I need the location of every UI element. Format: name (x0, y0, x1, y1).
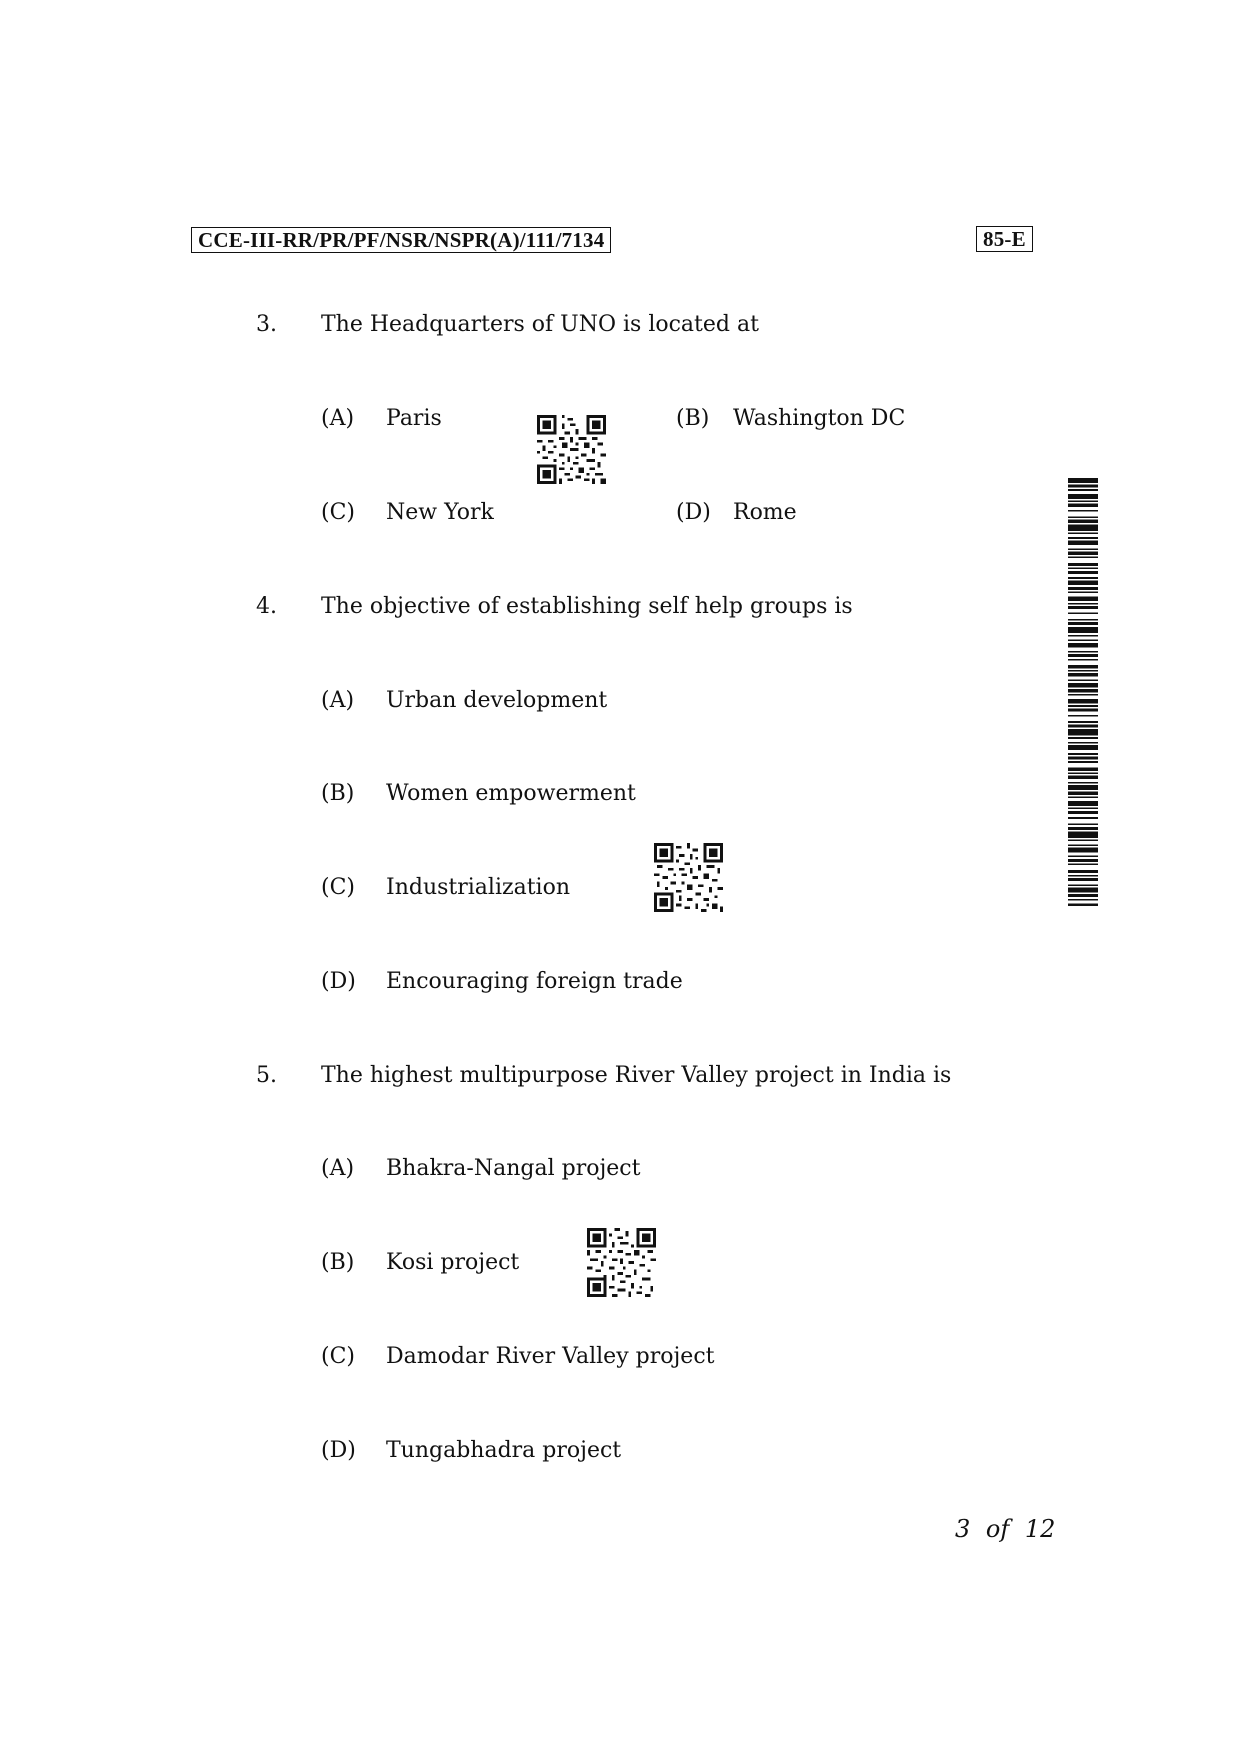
barcode-bar (1068, 537, 1098, 539)
barcode-bar (1068, 673, 1098, 676)
barcode-bar (1068, 856, 1098, 858)
barcode-bar (1068, 683, 1098, 688)
barcode-bar (1068, 776, 1098, 779)
q4-option-a-label: (A) (321, 688, 355, 713)
barcode-bar (1068, 699, 1098, 704)
barcode-bar (1068, 737, 1098, 739)
barcode-bar (1068, 772, 1098, 774)
barcode-bar (1068, 504, 1098, 507)
barcode-bar (1068, 782, 1098, 784)
q4-option-b-text: Women empowerment (386, 781, 636, 806)
page-number: 3 of 12 (955, 1515, 1056, 1543)
barcode-bar (1068, 651, 1098, 653)
barcode-bar (1068, 840, 1098, 842)
barcode-bar (1068, 532, 1098, 534)
barcode-bar (1068, 568, 1098, 570)
barcode-bar (1068, 510, 1098, 512)
barcode-bar (1068, 832, 1098, 838)
barcode-bar (1068, 596, 1098, 601)
barcode-bar (1068, 721, 1098, 723)
barcode-bar (1068, 606, 1098, 609)
barcode-bar (1068, 612, 1098, 614)
barcode-bar (1068, 694, 1098, 696)
barcode-bar (1068, 808, 1098, 810)
barcode-bar (1068, 796, 1098, 798)
barcode-bar (1068, 811, 1098, 814)
barcode-bar (1068, 848, 1098, 853)
barcode-bar (1068, 571, 1098, 574)
barcode-bar (1068, 817, 1098, 819)
barcode-bar (1068, 478, 1098, 483)
question-5-number: 5. (256, 1063, 277, 1088)
q5-option-a-text: Bhakra-Nangal project (386, 1156, 641, 1181)
barcode-bar (1068, 659, 1098, 661)
q4-option-d-label: (D) (321, 969, 356, 994)
q3-option-b-text: Washington DC (733, 406, 906, 431)
barcode-bar (1068, 580, 1098, 585)
q3-option-a-label: (A) (321, 406, 355, 431)
barcode-bar (1068, 524, 1098, 530)
barcode-bar (1068, 899, 1098, 901)
q4-option-c-text: Industrialization (386, 875, 570, 900)
q4-option-d-text: Encouraging foreign trade (386, 969, 683, 994)
paper-code-label: 85-E (976, 226, 1033, 252)
q4-option-a-text: Urban development (386, 688, 608, 713)
barcode-bar (1068, 484, 1098, 487)
barcode-graphic (1068, 478, 1098, 906)
q4-option-b-label: (B) (321, 781, 355, 806)
barcode-bar (1068, 729, 1098, 735)
barcode-bar (1068, 768, 1098, 771)
barcode-bar (1068, 520, 1098, 523)
q5-option-b-text: Kosi project (386, 1250, 520, 1275)
qr-code-icon (537, 415, 606, 484)
q4-option-c-label: (C) (321, 875, 355, 900)
barcode-bar (1068, 745, 1098, 750)
barcode-bar (1068, 516, 1098, 518)
exam-code-label: CCE-III-RR/PR/PF/NSR/NSPR(A)/111/7134 (191, 227, 611, 253)
qr-code-icon (587, 1228, 656, 1297)
barcode-bar (1068, 552, 1098, 555)
barcode-bar (1068, 556, 1098, 558)
barcode-bar (1068, 603, 1098, 605)
barcode-bar (1068, 587, 1098, 590)
q5-option-a-label: (A) (321, 1156, 355, 1181)
barcode-bar (1068, 761, 1098, 763)
barcode-bar (1068, 489, 1098, 491)
q3-option-d-label: (D) (676, 500, 711, 525)
q3-option-a-text: Paris (386, 406, 442, 431)
barcode-bar (1068, 875, 1098, 877)
barcode-bar (1068, 640, 1098, 642)
q3-option-c-label: (C) (321, 500, 355, 525)
barcode-bar (1068, 563, 1098, 566)
qr-code-1-graphic (537, 415, 606, 484)
barcode-bar (1068, 859, 1098, 862)
barcode-bar (1068, 627, 1098, 633)
barcode-bar (1068, 878, 1098, 881)
barcode-bar (1068, 494, 1098, 499)
barcode-bar (1068, 844, 1098, 846)
barcode-bar (1068, 756, 1098, 759)
question-4-number: 4. (256, 594, 277, 619)
barcode-bar (1068, 708, 1098, 711)
barcode-bar (1068, 619, 1098, 621)
barcode-bar (1068, 870, 1098, 873)
q3-option-d-text: Rome (733, 500, 797, 525)
question-5-text: The highest multipurpose River Valley project in India is (321, 1063, 952, 1088)
barcode-bar (1068, 592, 1098, 594)
barcode-bar (1068, 888, 1098, 893)
qr-code-icon (654, 843, 723, 912)
barcode-bar (1068, 643, 1098, 648)
barcode-bar (1068, 500, 1098, 502)
q5-option-d-text: Tungabhadra project (386, 1438, 622, 1463)
barcode-bar (1068, 864, 1098, 866)
qr-code-3-graphic (587, 1228, 656, 1297)
q3-option-c-text: New York (386, 500, 494, 525)
barcode-bar (1068, 654, 1098, 657)
barcode-bar (1068, 724, 1098, 727)
q5-option-d-label: (D) (321, 1438, 356, 1463)
barcode-bar (1068, 705, 1098, 707)
barcode-bar (1068, 622, 1098, 625)
barcode-bar (1068, 680, 1098, 682)
q3-option-b-label: (B) (676, 406, 710, 431)
barcode-bar (1068, 904, 1098, 906)
barcode-bar (1068, 801, 1098, 806)
barcode-bar (1068, 540, 1098, 545)
question-3-text: The Headquarters of UNO is located at (321, 312, 759, 337)
q5-option-b-label: (B) (321, 1250, 355, 1275)
barcode-bar (1068, 715, 1098, 717)
barcode-bar (1068, 753, 1098, 755)
barcode-bar (1068, 742, 1098, 744)
barcode-bar (1068, 665, 1098, 668)
barcode-bar (1068, 884, 1098, 886)
barcode-bar (1068, 577, 1098, 579)
barcode-bar (1068, 785, 1098, 790)
barcode-bar (1068, 635, 1098, 637)
q5-option-c-text: Damodar River Valley project (386, 1344, 715, 1369)
barcode-icon (1068, 478, 1098, 906)
question-3-number: 3. (256, 312, 277, 337)
barcode-bar (1068, 792, 1098, 795)
question-4-text: The objective of establishing self help groups is (321, 594, 853, 619)
barcode-bar (1068, 894, 1098, 897)
qr-code-2-graphic (654, 843, 723, 912)
barcode-bar (1068, 670, 1098, 672)
q5-option-c-label: (C) (321, 1344, 355, 1369)
barcode-bar (1068, 689, 1098, 692)
barcode-bar (1068, 827, 1098, 830)
barcode-bar (1068, 548, 1098, 550)
barcode-bar (1068, 824, 1098, 826)
